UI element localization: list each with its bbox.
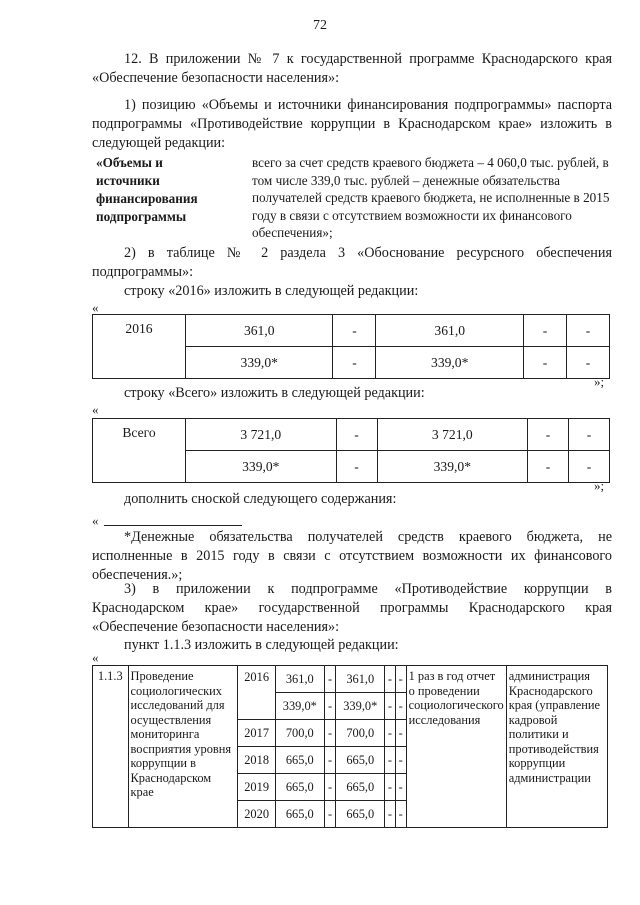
- year-cell: 2017: [238, 720, 276, 747]
- table-cell: -: [324, 666, 336, 693]
- table-cell: 3 721,0: [186, 419, 337, 451]
- table-cell-label: 2016: [93, 315, 186, 379]
- volume-label-line: «Объемы и: [96, 155, 163, 170]
- footnote-text: *Денежные обязательства получателей средств краевого бюджета, не исполненные в 2015 году в связи с отсутствием возможности их финансового обеспечения.»;: [92, 529, 612, 583]
- year-cell: 2016: [238, 666, 276, 720]
- table-cell: 361,0: [186, 315, 333, 347]
- footnote-rule: [104, 525, 242, 526]
- table-cell: -: [385, 666, 396, 693]
- table-cell: -: [324, 774, 336, 801]
- paragraph-1: 1) позицию «Объемы и источники финансирования подпрограммы» паспорта подпрограммы «Противодействие коррупции в Краснодарском крае» изложить в следующей редакции:: [92, 97, 612, 151]
- table-cell: -: [385, 693, 396, 720]
- line-2016: строку «2016» изложить в следующей редакции:: [124, 283, 419, 299]
- paragraph-3: 3) в приложении к подпрограмме «Противодействие коррупции в Краснодарском крае» государственной программы Краснодарского края «Обеспечение безопасности населения»:: [92, 581, 612, 635]
- table-total: [92, 418, 610, 483]
- table-cell: -: [324, 693, 336, 720]
- open-quote: «: [92, 513, 99, 528]
- table-cell: -: [385, 747, 396, 774]
- table-cell: 339,0*: [377, 451, 528, 483]
- table-row: [93, 666, 608, 693]
- table-cell: 339,0*: [186, 451, 337, 483]
- table-cell: 339,0*: [186, 347, 333, 379]
- table-cell: -: [324, 801, 336, 828]
- open-quote: «: [92, 402, 99, 417]
- table-cell: -: [569, 451, 610, 483]
- table-cell: 665,0: [276, 801, 325, 828]
- line-point: пункт 1.1.3 изложить в следующей редакции:: [124, 637, 399, 653]
- table-cell: -: [569, 419, 610, 451]
- table-cell: -: [523, 347, 566, 379]
- volume-text: всего за счет средств краевого бюджета – 4 060,0 тыс. рублей, в том числе 339,0 тыс. рублей – денежные обязательства получателей средств краевого бюджета, не исполненные в 2015 году в связи с отсутствием возможности их финансового обеспечения»;: [252, 155, 610, 240]
- item-table: [92, 665, 608, 828]
- table-cell: -: [395, 747, 406, 774]
- item-number: 1.1.3: [93, 666, 129, 828]
- paragraph-2: 2) в таблице № 2 раздела 3 «Обоснование ресурсного обеспечения подпрограммы»:: [92, 245, 612, 280]
- table-cell: 665,0: [336, 747, 385, 774]
- volume-label-line: финансирования: [96, 191, 198, 206]
- table-cell: -: [395, 693, 406, 720]
- close-quote: »;: [594, 374, 605, 389]
- table-cell: 361,0: [336, 666, 385, 693]
- item-result: 1 раз в год отчет о проведении социологического исследования: [406, 666, 506, 828]
- table-cell: 700,0: [276, 720, 325, 747]
- table-cell: -: [385, 801, 396, 828]
- table-cell: 3 721,0: [377, 419, 528, 451]
- close-quote: »;: [594, 478, 605, 493]
- table-cell: -: [566, 315, 609, 347]
- table-row: [93, 315, 610, 347]
- table-cell: -: [385, 720, 396, 747]
- table-cell: -: [395, 720, 406, 747]
- table-row: [93, 419, 610, 451]
- year-cell: 2020: [238, 801, 276, 828]
- table-cell: -: [528, 419, 569, 451]
- table-cell: -: [324, 720, 336, 747]
- open-quote: «: [92, 300, 99, 315]
- table-cell: 665,0: [336, 774, 385, 801]
- table-cell: 339,0*: [376, 347, 523, 379]
- table-cell: -: [523, 315, 566, 347]
- item-name: Проведение социологических исследований для осуществления мониторинга восприятия уровня коррупции в Краснодарском крае: [128, 666, 238, 828]
- table-cell: 339,0*: [276, 693, 325, 720]
- table-cell: 361,0: [376, 315, 523, 347]
- table-cell: -: [336, 451, 377, 483]
- table-cell: -: [395, 774, 406, 801]
- year-cell: 2019: [238, 774, 276, 801]
- table-cell: -: [324, 747, 336, 774]
- table-cell: -: [566, 347, 609, 379]
- table-cell: 665,0: [276, 774, 325, 801]
- volume-label: [96, 154, 246, 226]
- table-cell: 339,0*: [336, 693, 385, 720]
- table-2016: [92, 314, 610, 379]
- volume-label-line: источники: [96, 173, 160, 188]
- table-cell: -: [395, 801, 406, 828]
- table-cell: -: [395, 666, 406, 693]
- open-quote: «: [92, 650, 99, 665]
- line-footnote: дополнить сноской следующего содержания:: [124, 491, 397, 507]
- table-cell: -: [333, 347, 376, 379]
- page-number: 72: [313, 18, 327, 33]
- table-cell: -: [385, 774, 396, 801]
- table-cell: 700,0: [336, 720, 385, 747]
- table-cell: -: [336, 419, 377, 451]
- line-total: строку «Всего» изложить в следующей редакции:: [124, 385, 425, 401]
- table-cell: -: [333, 315, 376, 347]
- table-cell: 665,0: [276, 747, 325, 774]
- table-cell: -: [528, 451, 569, 483]
- year-cell: 2018: [238, 747, 276, 774]
- volume-label-line: подпрограммы: [96, 209, 187, 224]
- table-cell: 665,0: [336, 801, 385, 828]
- item-executor: администрация Краснодарского края (управление кадровой политики и противодействия коррупции администрации: [506, 666, 607, 828]
- table-cell-label: Всего: [93, 419, 186, 483]
- paragraph-12: 12. В приложении № 7 к государственной программе Краснодарского края «Обеспечение безопасности населения»:: [92, 51, 612, 86]
- table-cell: 361,0: [276, 666, 325, 693]
